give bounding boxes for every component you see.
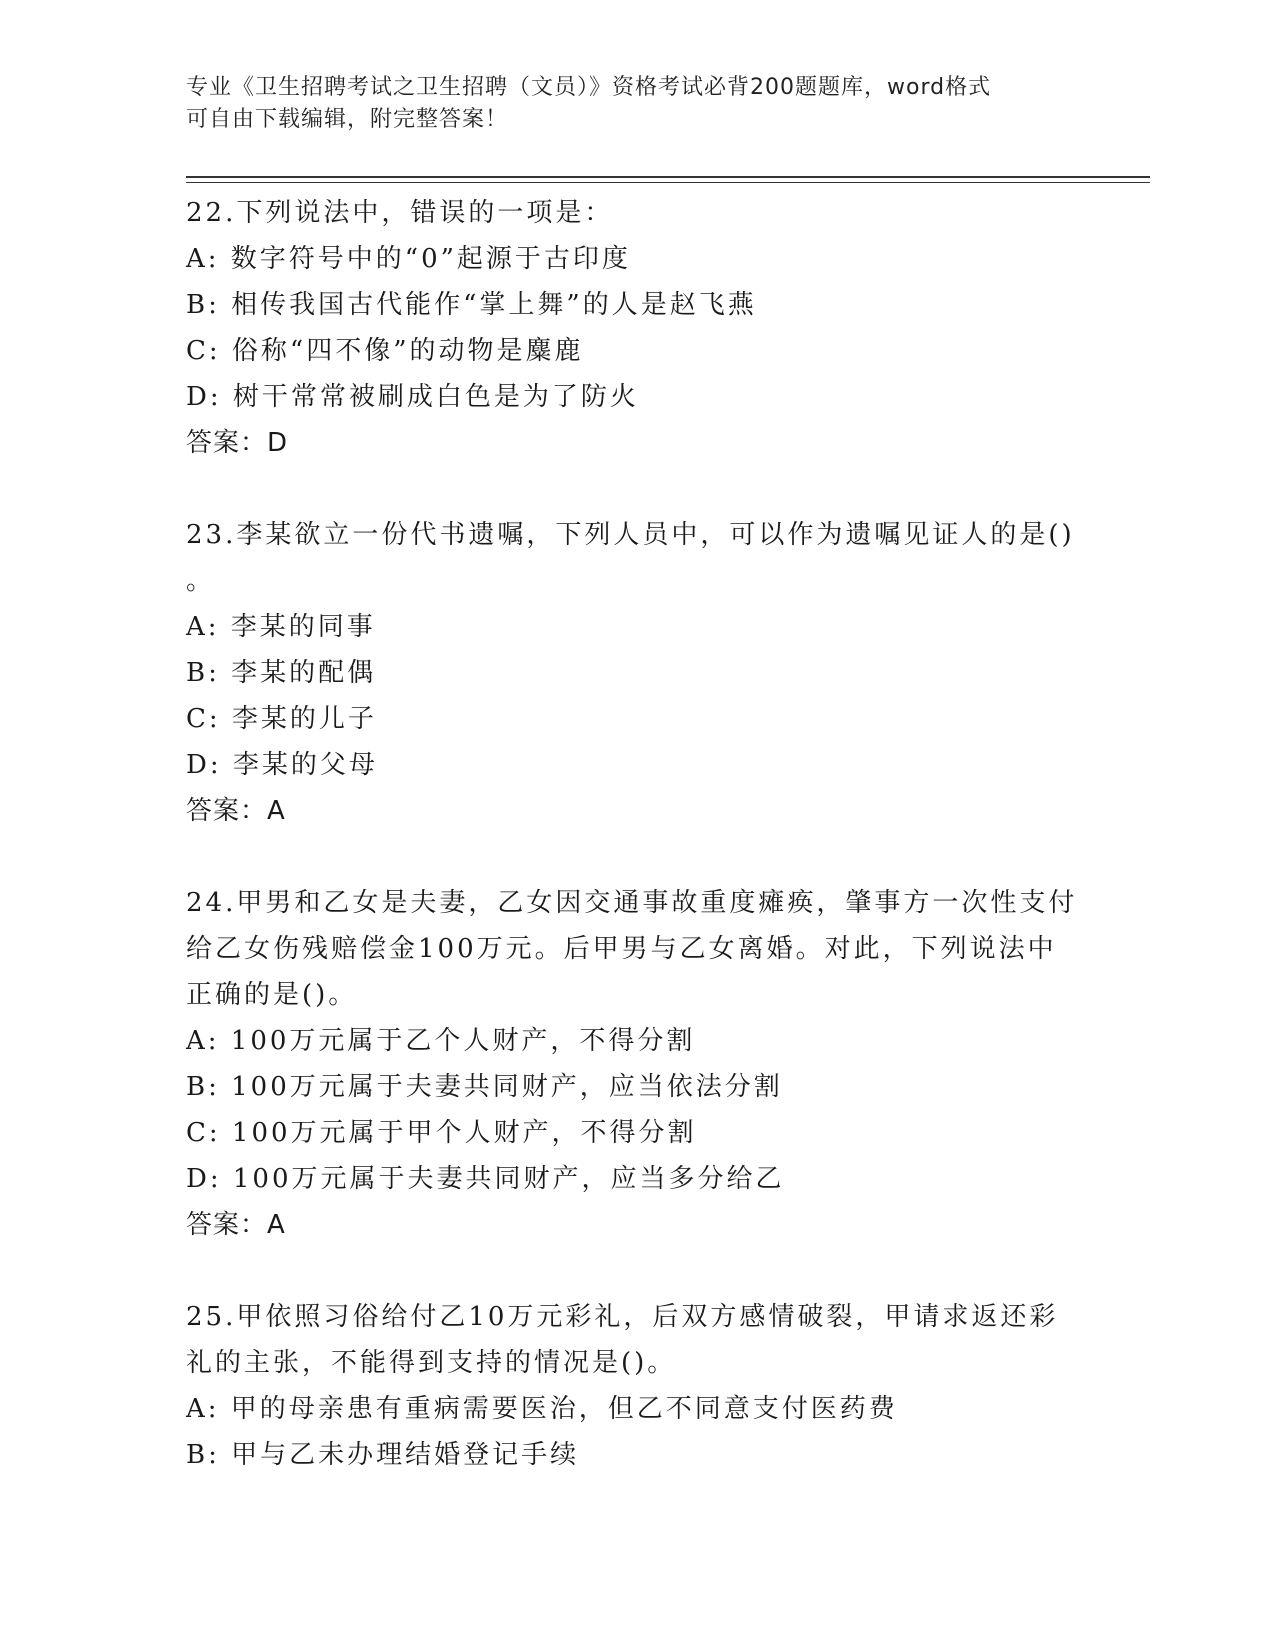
question-stem-continued: 给乙女伤残赔偿金100万元。后甲男与乙女离婚。对此，下列说法中 — [186, 934, 1057, 964]
question-22 — [186, 190, 1086, 466]
option-a: A: 甲的母亲患有重病需要医治，但乙不同意支付医药费 — [186, 1394, 898, 1424]
question-stem-continued: 礼的主张，不能得到支持的情况是()。 — [186, 1348, 677, 1378]
question-24 — [186, 880, 1086, 1248]
question-stem-continued: 正确的是()。 — [186, 980, 358, 1010]
header-line-2: 可自由下载编辑，附完整答案！ — [186, 107, 509, 132]
option-b: B: 相传我国古代能作“掌上舞”的人是赵飞燕 — [186, 290, 757, 320]
question-stem: 22.下列说法中，错误的一项是： — [186, 198, 614, 228]
option-c: C: 俗称“四不像”的动物是麋鹿 — [186, 336, 584, 366]
option-d: D: 100万元属于夫妻共同财产，应当多分给乙 — [186, 1164, 785, 1194]
option-b: B: 李某的配偶 — [186, 658, 377, 688]
option-a: A: 李某的同事 — [186, 612, 376, 642]
header-divider-thick — [186, 176, 1150, 178]
answer: 答案：D — [186, 428, 289, 458]
question-stem: 23.李某欲立一份代书遗嘱，下列人员中，可以作为遗嘱见证人的是() — [186, 520, 1075, 550]
header-line-1: 专业《卫生招聘考试之卫生招聘（文员）》资格考试必背200题题库，word格式 — [186, 75, 992, 100]
question-stem-continued: 。 — [186, 566, 216, 596]
answer: 答案：A — [186, 1210, 286, 1240]
option-d: D: 李某的父母 — [186, 750, 378, 780]
option-a: A: 数字符号中的“0”起源于古印度 — [186, 244, 631, 274]
question-list — [186, 190, 1086, 1524]
option-b: B: 甲与乙未办理结婚登记手续 — [186, 1440, 580, 1470]
question-25 — [186, 1294, 1086, 1478]
question-stem: 25.甲依照习俗给付乙10万元彩礼，后双方感情破裂，甲请求返还彩 — [186, 1302, 1059, 1332]
option-b: B: 100万元属于夫妻共同财产，应当依法分割 — [186, 1072, 783, 1102]
question-stem: 24.甲男和乙女是夫妻，乙女因交通事故重度瘫痪，肇事方一次性支付 — [186, 888, 1078, 918]
option-c: C: 100万元属于甲个人财产，不得分割 — [186, 1118, 697, 1148]
option-d: D: 树干常常被刷成白色是为了防火 — [186, 382, 639, 412]
answer: 答案：A — [186, 796, 286, 826]
document-header — [186, 72, 1066, 136]
option-a: A: 100万元属于乙个人财产，不得分割 — [186, 1026, 696, 1056]
question-23 — [186, 512, 1086, 834]
header-divider-thin — [186, 182, 1150, 183]
option-c: C: 李某的儿子 — [186, 704, 377, 734]
